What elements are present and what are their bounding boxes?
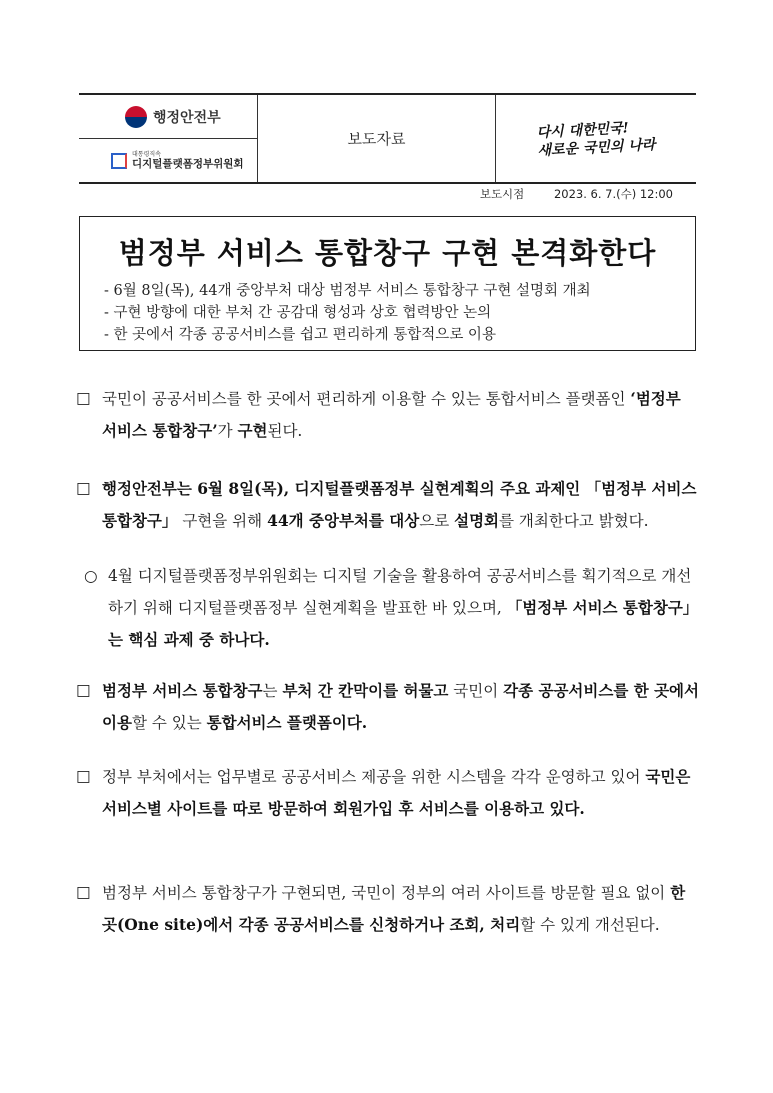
taegeuk-emblem-icon	[125, 106, 147, 128]
square-bullet-icon: □	[76, 479, 91, 497]
subtitle-item: - 6월 8일(목), 44개 중앙부처 대상 범정부 서비스 통합창구 구현 설명회 개최	[104, 283, 591, 299]
paragraph-text: 행정안전부는 6월 8일(목), 디지털플랫폼정부 실현계획의 주요 과제인 「범정부 서비스 통합창구」 구현을 위해 44개 중앙부처를 대상으로 설명회를 개최한다고 밝혔다.	[102, 479, 697, 530]
paragraph-6	[76, 877, 700, 941]
release-datetime: 2023. 6. 7.(수) 12:00	[553, 187, 673, 201]
paragraph-4	[76, 675, 700, 739]
logo-cell	[79, 95, 258, 182]
paragraph-text: 범정부 서비스 통합창구는 부처 간 칸막이를 허물고 국민이 각종 공공서비스를 한 곳에서 이용할 수 있는 통합서비스 플랫폼이다.	[102, 681, 700, 732]
square-bullet-icon: □	[76, 389, 91, 407]
release-label: 보도시점	[479, 187, 525, 201]
mois-logo-text: 행정안전부	[153, 109, 221, 126]
subtitle-list	[104, 280, 591, 346]
paragraph-2	[76, 473, 700, 537]
press-label-cell	[258, 95, 496, 182]
slogan-line-2: 새로운 국민의 나라	[537, 136, 656, 159]
paragraph-5	[76, 761, 700, 825]
square-bullet-icon: □	[76, 883, 91, 901]
square-bullet-icon: □	[76, 681, 91, 699]
slogan-line-1: 다시 대한민국!	[536, 119, 630, 141]
subtitle-item: - 구현 방향에 대한 부처 간 공감대 형성과 상호 협력방안 논의	[104, 305, 492, 321]
page-title: 범정부 서비스 통합창구 구현 본격화한다	[118, 236, 657, 270]
paragraph-text: 범정부 서비스 통합창구가 구현되면, 국민이 정부의 여러 사이트를 방문할 필요 없이 한 곳(One site)에서 각종 공공서비스를 신청하거나 조회, 처리할 수 있게 개선된다.	[102, 883, 686, 934]
circle-bullet-icon: ○	[84, 567, 98, 585]
dpg-committee-logo	[79, 138, 257, 182]
slogan	[536, 117, 656, 159]
paragraph-text: 정부 부처에서는 업무별로 공공서비스 제공을 위한 시스템을 각각 운영하고 있어 국민은 서비스별 사이트를 따로 방문하여 회원가입 후 서비스를 이용하고 있다.	[102, 767, 691, 818]
paragraph-1	[76, 383, 700, 447]
release-time	[480, 186, 673, 202]
square-bullet-icon: □	[76, 767, 91, 785]
subtitle-item: - 한 곳에서 각종 공공서비스를 쉽고 편리하게 통합적으로 이용	[104, 327, 496, 343]
dpg-logo-text: 디지털플랫폼정부위원회	[132, 158, 244, 170]
press-release-label: 보도자료	[347, 130, 406, 148]
title-box	[79, 216, 696, 351]
header-table	[79, 93, 696, 184]
paragraph-text: 4월 디지털플랫폼정부위원회는 디지털 기술을 활용하여 공공서비스를 획기적으로 개선하기 위해 디지털플랫폼정부 실현계획을 발표한 바 있으며, 「범정부 서비스 통합창구」는 핵심 과제 중 하나다.	[108, 567, 699, 649]
paragraph-3	[84, 561, 700, 656]
mois-logo	[79, 95, 257, 138]
dpg-mark-icon	[111, 153, 127, 169]
dpg-small-text: 대통령직속	[132, 151, 161, 158]
paragraph-text: 국민이 공공서비스를 한 곳에서 편리하게 이용할 수 있는 통합서비스 플랫폼인 ‘범정부 서비스 통합창구’가 구현된다.	[102, 389, 681, 440]
slogan-cell	[496, 95, 696, 182]
